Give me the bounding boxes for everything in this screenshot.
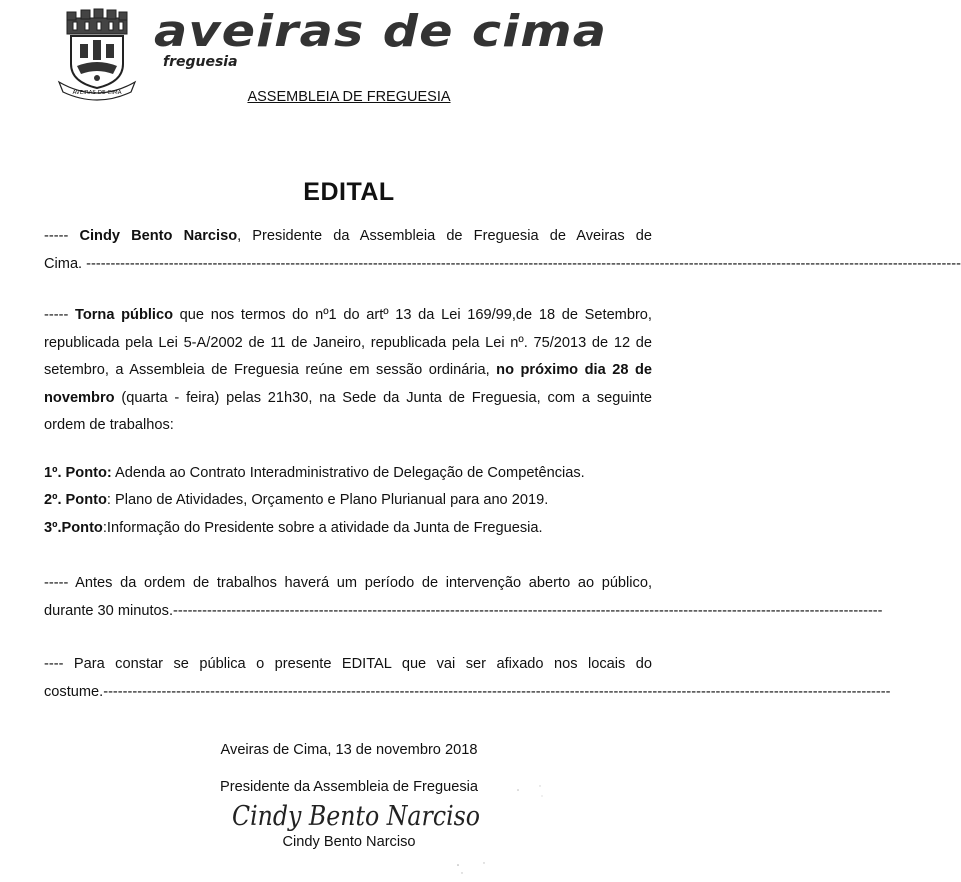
agenda-point-text: : Plano de Atividades, Orçamento e Plano Plurianual para ano 2019. <box>106 492 549 508</box>
announcement-text-2: (quarta - feira) pelas 21h30, na Sede da Junta de Freguesia, com a seguinte ordem de trabalhos: <box>44 389 652 433</box>
scan-specks <box>450 855 500 882</box>
place-date: Aveiras de Cima, 13 de novembro 2018 <box>220 742 478 758</box>
wordmark-tagline: freguesia <box>163 54 238 70</box>
scan-specks <box>510 780 560 810</box>
agenda-point-label: 1º. Ponto: <box>44 465 112 481</box>
agenda-point-text: :Informação do Presidente sobre a atividade da Junta de Freguesia. <box>102 520 543 536</box>
agenda-point-label: 3º.Ponto <box>44 520 103 536</box>
paragraph-announcement <box>44 302 652 440</box>
dash-prefix: ----- <box>44 307 75 323</box>
posting-line2: costume.------------------------------------------------------------------------------------------------------------------------------------------------------------------ <box>44 683 891 700</box>
agenda-point-1 <box>44 465 585 481</box>
agenda-point-2 <box>44 492 548 508</box>
public-intervention-line1: ----- Antes da ordem de trabalhos haverá um período de intervenção aberto ao público, <box>44 575 652 591</box>
dash-prefix: ----- <box>44 228 80 244</box>
meeting-date: no próximo dia 28 de novembro <box>44 362 652 406</box>
announcement-bold: Torna público <box>74 307 173 323</box>
paragraph-posting <box>44 651 891 706</box>
paragraph-president <box>44 223 961 278</box>
handwritten-signature <box>228 793 488 833</box>
signatory-role: Presidente da Assembleia de Freguesia <box>220 779 478 795</box>
paragraph-president-line2: Cima. ------------------------------------------------------------------------------------------------------------------------------------------------------------------------------------ <box>44 255 961 272</box>
mural-crown-icon <box>67 9 127 34</box>
agenda-point-3 <box>44 520 543 536</box>
announcement-text: que nos termos do nº1 do artº 13 da Lei 169/99,de 18 de Setembro, republicada pela Lei 5-A/2002 de 11 de Janeiro, republicada pela Lei nº. 75/2013 de 12 de setembro, a Assembleia de Freguesia reúne em sessão ordinária, <box>44 307 652 378</box>
president-name: Cindy Bento Narciso <box>79 228 238 244</box>
svg-text:Cindy Bento Narciso: Cindy Bento Narciso <box>232 801 480 832</box>
posting-line1: ---- Para constar se pública o presente EDITAL que vai ser afixado nos locais do <box>44 656 652 672</box>
document-title: EDITAL <box>303 178 395 206</box>
assembly-heading: ASSEMBLEIA DE FREGUESIA <box>247 89 451 105</box>
public-intervention-line2: durante 30 minutos.-------------------------------------------------------------------------------------------------------------------------------------------------- <box>44 602 883 619</box>
president-text: , Presidente da Assembleia de Freguesia de Aveiras de <box>237 228 653 244</box>
svg-text:AVEIRAS DE CIMA: AVEIRAS DE CIMA <box>72 90 122 96</box>
agenda-point-text: Adenda ao Contrato Interadministrativo de Delegação de Competências. <box>111 465 585 481</box>
coat-of-arms-crest <box>53 8 141 98</box>
signatory-name: Cindy Bento Narciso <box>282 834 416 850</box>
municipality-wordmark: aveiras de cima <box>154 6 608 57</box>
paragraph-public-intervention <box>44 570 883 625</box>
agenda-point-label: 2º. Ponto <box>44 492 107 508</box>
